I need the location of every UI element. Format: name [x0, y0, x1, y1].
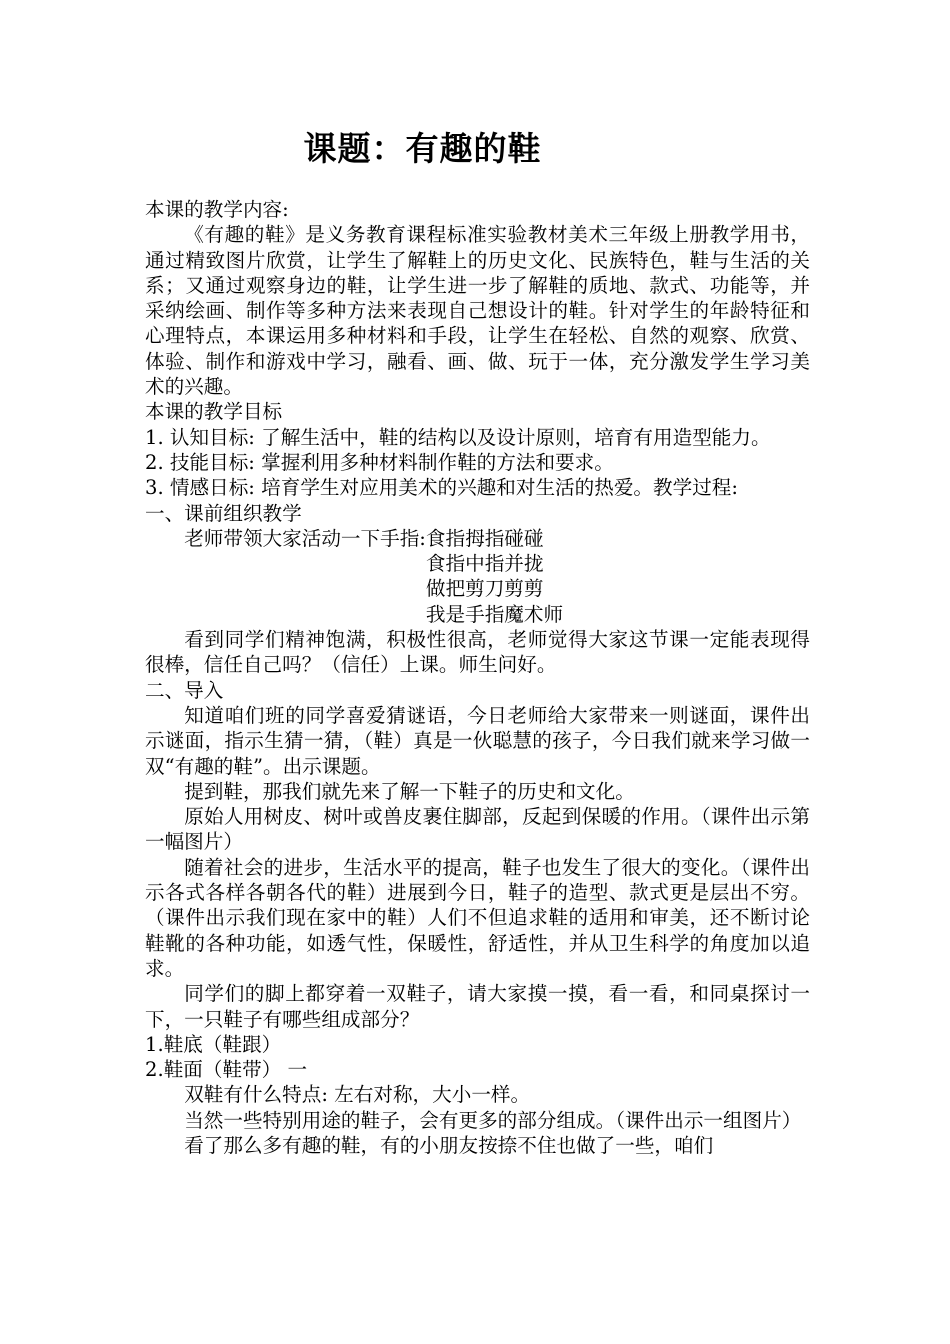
document-title: 课题：有趣的鞋: [303, 129, 542, 168]
finger-rhyme: [145, 526, 810, 627]
paragraph: 随着社会的进步，生活水平的提高，鞋子也发生了很大的变化。（课件出示各式各样各朝各代的鞋）进展到今日，鞋子的造型、款式更是层出不穷。（课件出示我们现在家中的鞋）人们不但追求鞋的适用和审美，还不断讨论鞋靴的各种功能，如透气性，保暖性，舒适性，并从卫生科学的角度加以追求。: [145, 855, 810, 980]
paragraph: 2. 技能目标: 掌握利用多种材料制作鞋的方法和要求。: [145, 450, 614, 474]
document-body: [145, 197, 810, 1158]
paragraph: 1. 认知目标: 了解生活中，鞋的结构以及设计原则，培育有用造型能力。: [145, 425, 771, 449]
paragraph: 1.鞋底（鞋跟）: [145, 1032, 282, 1056]
rhyme-lines: [426, 526, 563, 627]
paragraph: 一、课前组织教学: [145, 501, 302, 525]
paragraph: 提到鞋，那我们就先来了解一下鞋子的历史和文化。: [184, 779, 635, 803]
paragraph: 二、导入: [145, 678, 224, 702]
paragraph: 看了那么多有趣的鞋，有的小朋友按捺不住也做了一些，咱们: [184, 1133, 714, 1157]
paragraph: 双鞋有什么特点: 左右对称，大小一样。: [184, 1083, 531, 1107]
rhyme-lead: 老师带领大家活动一下手指:: [184, 526, 426, 550]
rhyme-line: 食指拇指碰碰: [425, 526, 544, 550]
paragraph: 知道咱们班的同学喜爱猜谜语，今日老师给大家带来一则谜面，课件出示谜面，指示生猜一猜，（鞋）真是一伙聪慧的孩子，今日我们就来学习做一双“有趣的鞋”。出示课题。: [145, 703, 810, 778]
paragraph: 看到同学们精神饱满，积极性很高，老师觉得大家这节课一定能表现得很棒，信任自己吗？（信任）上课。师生问好。: [145, 628, 810, 677]
paragraph: 《有趣的鞋》是义务教育课程标准实验教材美术三年级上册教学用书，通过精致图片欣赏，让学生了解鞋上的历史文化、民族特色，鞋与生活的关系；又通过观察身边的鞋，让学生进一步了解鞋的质地、款式、功能等，并采纳绘画、制作等多种方法来表现自己想设计的鞋。针对学生的年龄特征和心理特点，本课运用多种材料和手段，让学生在轻松、自然的观察、欣赏、体验、制作和游戏中学习，融看、画、做、玩于一体，充分激发学生学习美术的兴趣。: [145, 223, 810, 399]
paragraph: 3. 情感日标: 培育学生对应用美术的兴趣和对生活的热爱。教学过程:: [145, 476, 738, 500]
section-intro: [145, 197, 810, 526]
rhyme-line: 做把剪刀剪剪: [425, 577, 544, 601]
section-process: [145, 627, 810, 1158]
paragraph: 原始人用树皮、树叶或兽皮裹住脚部，反起到保暖的作用。（课件出示第一幅图片）: [145, 805, 810, 854]
paragraph: 本课的教学目标: [145, 400, 283, 424]
paragraph: 2.鞋面（鞋带） 一: [145, 1058, 308, 1082]
paragraph: 本课的教学内容:: [145, 198, 289, 221]
rhyme-line: 我是手指魔术师: [425, 602, 564, 626]
paragraph: 同学们的脚上都穿着一双鞋子，请大家摸一摸，看一看，和同桌探讨一下，一只鞋子有哪些组成部分？: [145, 982, 810, 1031]
rhyme-line: 食指中指并拢: [425, 552, 544, 576]
paragraph: 当然一些特别用途的鞋子，会有更多的部分组成。（课件出示一组图片）: [184, 1108, 802, 1132]
